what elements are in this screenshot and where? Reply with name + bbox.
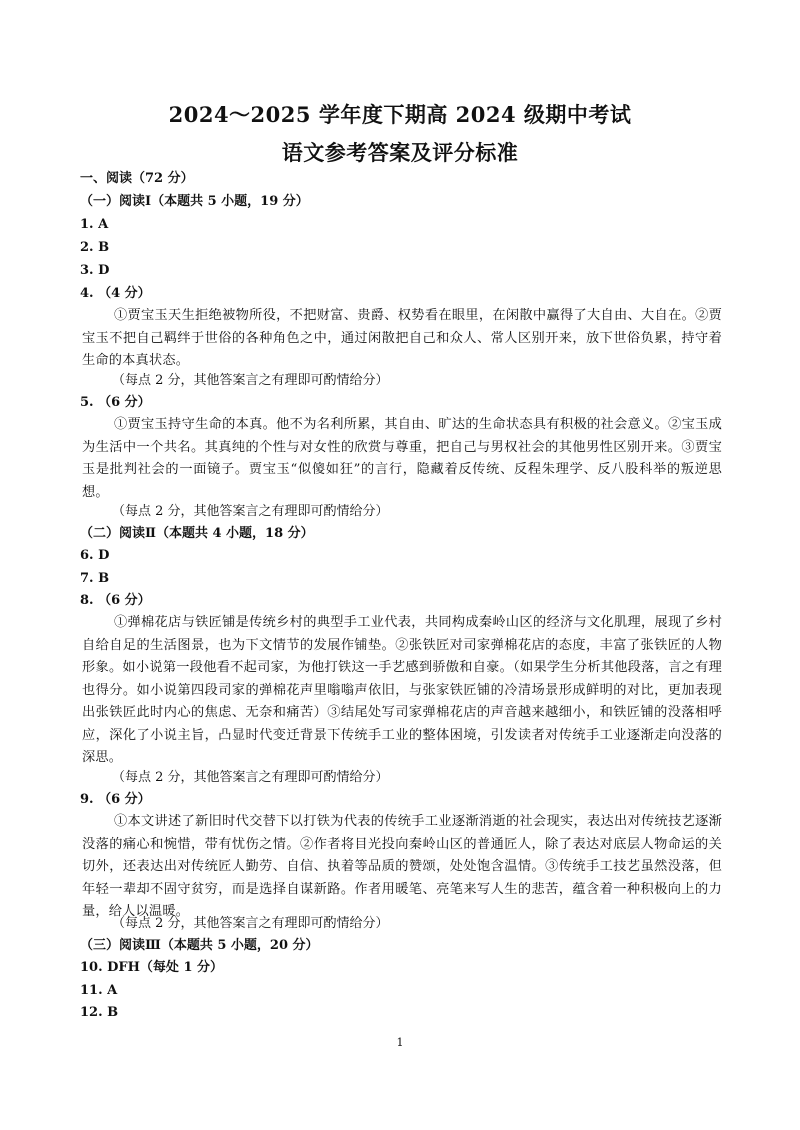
answer-q6: 6. D <box>80 548 110 563</box>
subsection-heading-reading-3: （三）阅读Ⅲ（本题共 5 小题，20 分） <box>80 938 319 953</box>
answer-q8-text: ①弹棉花店与铁匠铺是传统乡村的典型手工业代表，共同构成秦岭山区的经济与文化肌理，展现了乡村自给自足的生活图景，也为下文情节的发展作铺垫。②张铁匠对司家弹棉花店的态度，丰富了张铁匠的人物形象。如小说第一段他看不起司家，为他打铁这一手艺感到骄傲和自豪。（如果学生分析其他段落，言之有理也得分。如小说第四段司家的弹棉花声里嗡嗡声依旧，与张家铁匠铺的冷清场景形成鲜明的对比，更加表现出张铁匠此时内心的焦虑、无奈和痛苦）③结尾处写司家弹棉花店的声音越来越细小，和铁匠铺的没落相呼应，深化了小说主旨，凸显时代变迁背景下传统手工业的整体困境，引发读者对传统手工业逐渐走向没落的深思。 <box>82 615 722 765</box>
answer-q7: 7. B <box>80 571 110 586</box>
answer-q10: 10. DFH（每处 1 分） <box>80 960 224 975</box>
scoring-note-q5: （每点 2 分，其他答案言之有理即可酌情给分） <box>112 504 389 519</box>
answer-q4-heading: 4. （4 分） <box>80 286 151 301</box>
answer-q4-text: ①贾宝玉天生拒绝被物所役，不把财富、贵爵、权势看在眼里，在闲散中赢得了大自由、大自在。②贾宝玉不把自己羁绊于世俗的各种角色之中，通过闲散把自己和众人、常人区别开来，放下世俗负累，持守着生命的本真状态。 <box>82 308 722 368</box>
subsection-heading-reading-2: （二）阅读Ⅱ（本题共 4 小题，18 分） <box>80 526 314 541</box>
section-heading-reading: 一、阅读（72 分） <box>80 171 194 186</box>
answer-q5-heading: 5. （6 分） <box>80 395 151 410</box>
answer-q12: 12. B <box>80 1005 119 1020</box>
answer-q9-heading: 9. （6 分） <box>80 792 151 807</box>
subsection-heading-reading-1: （一）阅读Ⅰ（本题共 5 小题，19 分） <box>80 194 309 209</box>
scoring-note-q9: （每点 2 分，其他答案言之有理即可酌情给分） <box>112 916 389 931</box>
answer-q9-text: ①本文讲述了新旧时代交替下以打铁为代表的传统手工业逐渐消逝的社会现实，表达出对传统技艺逐渐没落的痛心和惋惜，带有忧伤之情。②作者将目光投向秦岭山区的普通匠人，除了表达对底层人物命运的关切外，还表达出对传统匠人勤劳、自信、执着等品质的赞颂，处处饱含温情。③传统手工技艺虽然没落，但年轻一辈却不固守贫穷，而是选择自谋新路。作者用暖笔、亮笔来写人生的悲苦，蕴含着一种积极向上的力量，给人以温暖。 <box>82 814 722 919</box>
answer-q8-heading: 8. （6 分） <box>80 593 151 608</box>
answer-q11: 11. A <box>80 983 118 998</box>
document-subtitle: 语文参考答案及评分标准 <box>281 140 519 165</box>
answer-q5-text: ①贾宝玉持守生命的本真。他不为名利所累，其自由、旷达的生命状态具有积极的社会意义。②宝玉成为生活中一个共名。其真纯的个性与对女性的欣赏与尊重，把自己与男权社会的其他男性区别开来。③贾宝玉是批判社会的一面镜子。贾宝玉“似傻如狂”的言行，隐藏着反传统、反程朱理学、反八股科举的叛逆思想。 <box>82 417 722 500</box>
answer-q2: 2. B <box>80 240 110 255</box>
answer-q1: 1. A <box>80 217 109 232</box>
scoring-note-q4: （每点 2 分，其他答案言之有理即可酌情给分） <box>112 373 389 388</box>
answer-q3: 3. D <box>80 263 110 278</box>
page-number: 1 <box>396 1036 404 1049</box>
scoring-note-q8: （每点 2 分，其他答案言之有理即可酌情给分） <box>112 770 389 785</box>
exam-title: 2024～2025 学年度下期高 2024 级期中考试 <box>168 102 632 127</box>
